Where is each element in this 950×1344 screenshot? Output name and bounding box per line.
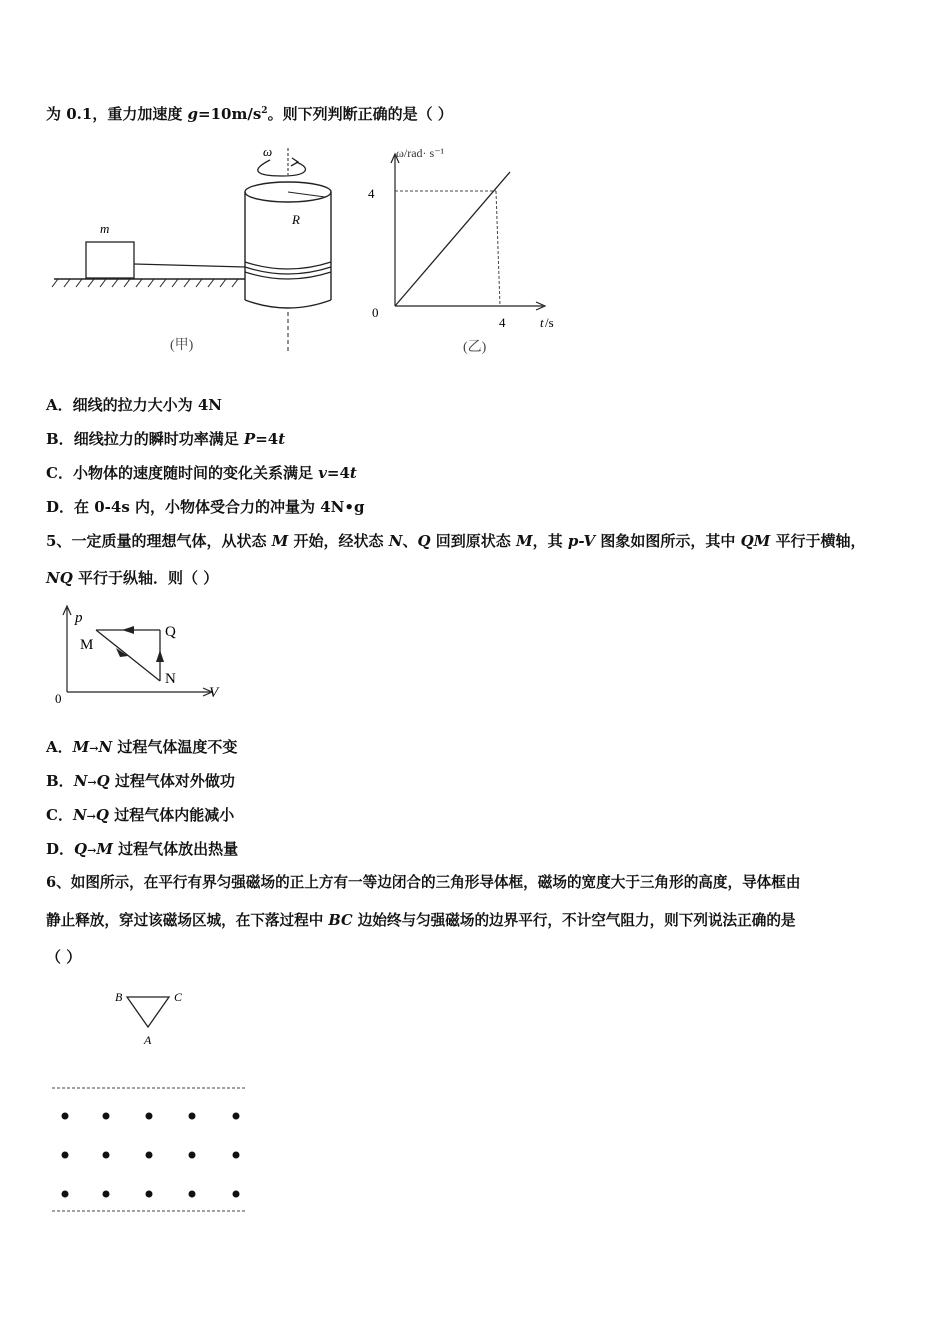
figure-yi xyxy=(360,140,580,360)
yi-xlabel-t: t xyxy=(540,315,544,330)
figure-jia xyxy=(50,140,360,360)
radius-label: R xyxy=(292,212,300,227)
pv-q-label: Q xyxy=(165,624,176,640)
q4-option-b: B．细线拉力的瞬时功率满足 P=4t xyxy=(46,430,286,448)
yi-ylabel: ω/rad· s⁻¹ xyxy=(396,146,445,160)
triangle-a-label: A xyxy=(144,1033,152,1047)
q5-option-b: B．N→Q 过程气体对外做功 xyxy=(46,772,235,790)
q4-option-c: C．小物体的速度随时间的变化关系满足 v=4t xyxy=(46,464,357,482)
pv-v-label: V xyxy=(209,685,219,701)
omega-label: ω xyxy=(263,144,273,159)
pv-mn-line xyxy=(96,630,160,681)
q6-stem-line2: 静止释放，穿过该磁场区城，在下落过程中 BC 边始终与匀强磁场的边界平行，不计空气阻力，则下列说法正确的是 xyxy=(46,912,796,929)
q5-option-a: A．M→N 过程气体温度不变 xyxy=(46,738,238,756)
yi-x-tick: 4 xyxy=(499,315,506,330)
pv-m-label: M xyxy=(80,637,94,653)
q4-option-a: A．细线的拉力大小为 4N xyxy=(46,396,223,414)
q4-intro: 为 0.1，重力加速度 $g=10m/s^2$。则下列判断正确的是（ ） xyxy=(46,105,453,123)
q5-option-c: C．N→Q 过程气体内能减小 xyxy=(46,806,235,824)
figure-triangle xyxy=(110,985,200,1050)
field-dots xyxy=(62,1113,240,1198)
q5-stem-line1: 5、一定质量的理想气体，从状态 M 开始，经状态 N、Q 回到原状态 M，其 p-V 图象如图所示，其中 QM 平行于横轴， xyxy=(46,532,866,550)
triangle-c-label: C xyxy=(174,990,183,1004)
triangle-abc xyxy=(127,997,169,1027)
triangle-b-label: B xyxy=(115,990,123,1004)
pv-n-label: N xyxy=(165,671,176,687)
pv-arrow-mn-icon xyxy=(116,648,128,657)
yi-line xyxy=(395,172,510,306)
pv-arrow-qm-icon xyxy=(122,626,134,634)
block-m xyxy=(86,242,134,278)
pv-arrow-nq-icon xyxy=(156,650,164,662)
q6-stem-line1: 6、如图所示，在平行有界匀强磁场的正上方有一等边闭合的三角形导体框，磁场的宽度大于三角形的高度，导体框由 xyxy=(46,874,801,891)
caption-yi: (乙) xyxy=(463,340,487,355)
q5-option-d: D．Q→M 过程气体放出热量 xyxy=(46,840,239,858)
pv-p-label: p xyxy=(75,610,83,626)
yi-y-tick: 4 xyxy=(368,186,375,201)
yi-xlabel-unit: /s xyxy=(545,315,554,330)
q6-stem-line3: （ ） xyxy=(46,948,82,966)
pv-origin: 0 xyxy=(55,691,62,706)
q4-option-d: D．在 0-4s 内，小物体受合力的冲量为 4N•g xyxy=(46,498,365,516)
caption-jia: (甲) xyxy=(170,338,194,353)
figure-magnetic-field xyxy=(50,1080,250,1220)
q5-stem-line2: NQ 平行于纵轴．则（ ） xyxy=(46,569,219,587)
mass-label: m xyxy=(100,221,110,236)
figure-pv xyxy=(50,600,230,710)
yi-origin: 0 xyxy=(372,305,379,320)
string xyxy=(134,264,245,267)
